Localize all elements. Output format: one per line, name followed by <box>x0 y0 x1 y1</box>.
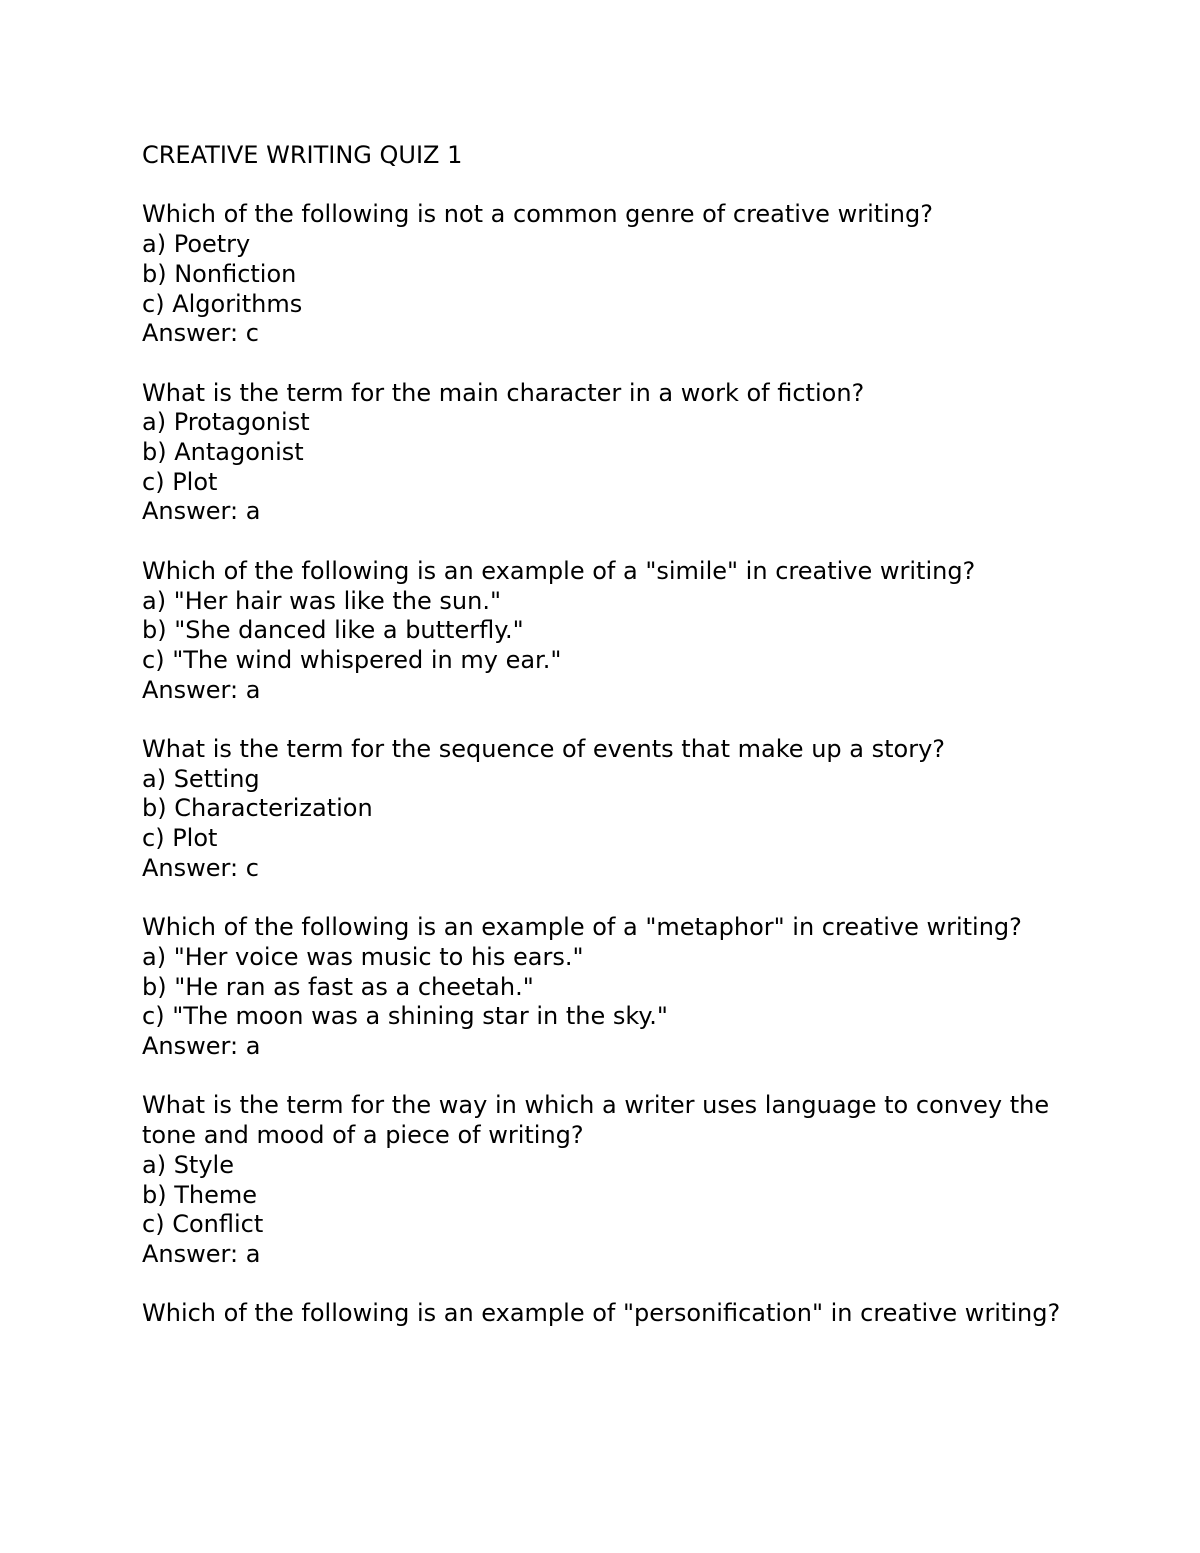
spacer <box>142 705 1072 735</box>
option-c: c) "The wind whispered in my ear." <box>142 645 562 674</box>
answer-line: Answer: a <box>142 497 261 526</box>
option-a: a) Protagonist <box>142 408 310 437</box>
option-a: a) Poetry <box>142 230 251 259</box>
answer-line: Answer: a <box>142 1032 261 1061</box>
spacer <box>142 1270 1072 1300</box>
option-b: b) Antagonist <box>142 438 304 466</box>
option-b: b) "He ran as fast as a cheetah." <box>142 972 534 1001</box>
option-a: a) Setting <box>142 764 260 793</box>
option-c: c) Algorithms <box>142 289 303 318</box>
question-block-6 <box>142 1091 1072 1269</box>
question-block-3 <box>142 557 1072 706</box>
question-text: Which of the following is not a common genre of creative writing? <box>142 200 933 229</box>
spacer <box>142 349 1072 379</box>
option-b: b) "She danced like a butterfly." <box>142 616 524 645</box>
option-a: a) Style <box>142 1150 234 1179</box>
answer-line: Answer: a <box>142 675 261 704</box>
answer-line: Answer: c <box>142 319 259 348</box>
question-block-1 <box>142 200 1072 349</box>
option-b: b) Theme <box>142 1180 258 1209</box>
option-c: c) Plot <box>142 467 218 496</box>
option-c: c) "The moon was a shining star in the sky." <box>142 1002 668 1031</box>
option-a: a) "Her voice was music to his ears." <box>142 942 584 971</box>
question-block-2 <box>142 379 1072 528</box>
option-b: b) Nonfiction <box>142 259 297 288</box>
option-c: c) Plot <box>142 824 218 853</box>
quiz-title: CREATIVE WRITING QUIZ 1 <box>142 141 463 169</box>
spacer <box>142 884 1072 914</box>
question-text: Which of the following is an example of a "metaphor" in creative writing? <box>142 913 1022 942</box>
question-text: Which of the following is an example of a "simile" in creative writing? <box>142 556 976 585</box>
spacer <box>142 527 1072 557</box>
question-text: Which of the following is an example of "personification" in creative writing? <box>142 1299 1061 1328</box>
document-page <box>142 141 1072 1329</box>
spacer <box>142 171 1072 201</box>
question-block-5 <box>142 913 1072 1062</box>
option-b: b) Characterization <box>142 794 373 823</box>
spacer <box>142 1062 1072 1092</box>
question-text: What is the term for the sequence of events that make up a story? <box>142 735 946 763</box>
answer-line: Answer: a <box>142 1239 261 1268</box>
option-a: a) "Her hair was like the sun." <box>142 586 501 615</box>
answer-line: Answer: c <box>142 853 259 882</box>
question-text: What is the term for the way in which a writer uses language to convey the tone and mood of a piece of writing? <box>142 1091 1057 1150</box>
question-block-7 <box>142 1299 1072 1329</box>
option-c: c) Conflict <box>142 1210 264 1239</box>
question-block-4 <box>142 735 1072 884</box>
question-text: What is the term for the main character in a work of fiction? <box>142 378 865 407</box>
